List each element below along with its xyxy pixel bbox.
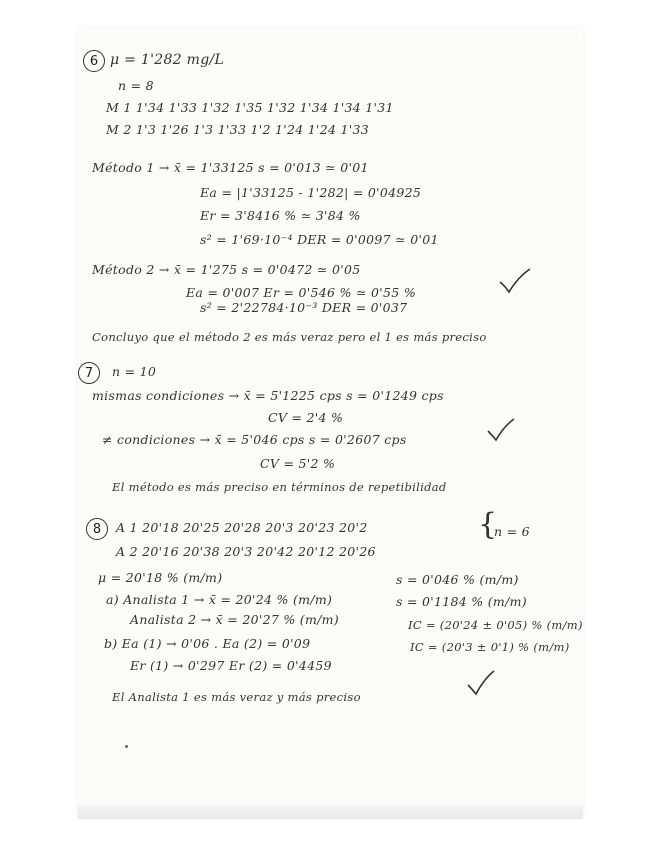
brace-symbol: { bbox=[478, 507, 498, 542]
same-conditions-result: mismas condiciones → x̄ = 5'1225 cps s = 0'1249 cps bbox=[92, 388, 444, 403]
sample-size-line-7: n = 10 bbox=[112, 364, 157, 379]
method-1-data-row: M 1 1'34 1'33 1'32 1'35 1'32 1'34 1'34 1'31 bbox=[106, 100, 394, 115]
analyst-2-mean: Analista 2 → x̄ = 20'27 % (m/m) bbox=[130, 612, 339, 627]
sample-size-line: n = 8 bbox=[118, 78, 154, 93]
problem-number-7: 7 bbox=[78, 362, 100, 384]
conclusion-8: El Analista 1 es más veraz y más preciso bbox=[112, 690, 361, 704]
analyst-1-std: s = 0'046 % (m/m) bbox=[396, 572, 519, 587]
analyst-1-ci: IC = (20'24 ± 0'05) % (m/m) bbox=[408, 618, 583, 632]
analyst-2-ci: IC = (20'3 ± 0'1) % (m/m) bbox=[410, 640, 570, 654]
conclusion-6: Concluyo que el método 2 es más veraz pero el 1 es más preciso bbox=[92, 330, 487, 344]
method-1-abs-error: Ea = |1'33125 - 1'282| = 0'04925 bbox=[200, 185, 422, 200]
relative-errors: Er (1) → 0'297 Er (2) = 0'4459 bbox=[130, 658, 332, 673]
problem-number-8: 8 bbox=[86, 518, 108, 540]
cv-same-conditions: CV = 2'4 % bbox=[268, 410, 344, 425]
method-2-variance: s² = 2'22784·10⁻³ DER = 0'037 bbox=[200, 300, 408, 315]
analyst-2-std: s = 0'1184 % (m/m) bbox=[396, 594, 527, 609]
method-2-data-row: M 2 1'3 1'26 1'3 1'33 1'2 1'24 1'24 1'33 bbox=[106, 122, 370, 137]
method-1-variance: s² = 1'69·10⁻⁴ DER = 0'0097 ≃ 0'01 bbox=[200, 232, 439, 247]
sample-size-8: n = 6 bbox=[494, 524, 530, 539]
analyst-1-mean: a) Analista 1 → x̄ = 20'24 % (m/m) bbox=[106, 592, 333, 607]
problem-number-6: 6 bbox=[83, 50, 105, 72]
method-1-rel-error: Er = 3'8416 % ≃ 3'84 % bbox=[200, 208, 361, 223]
different-conditions-result: ≠ condiciones → x̄ = 5'046 cps s = 0'2607 cps bbox=[102, 432, 407, 447]
checkmark-icon bbox=[486, 418, 516, 442]
method-1-result: Método 1 → x̄ = 1'33125 s = 0'013 ≃ 0'01 bbox=[92, 160, 369, 175]
method-2-result: Método 2 → x̄ = 1'275 s = 0'0472 ≃ 0'05 bbox=[92, 262, 361, 277]
checkmark-icon bbox=[466, 670, 496, 696]
analyst-1-data-row: A 1 20'18 20'25 20'28 20'3 20'23 20'2 bbox=[116, 520, 368, 535]
true-value-line: μ = 20'18 % (m/m) bbox=[98, 570, 223, 585]
method-2-errors: Ea = 0'007 Er = 0'546 % ≃ 0'55 % bbox=[186, 285, 417, 300]
absolute-errors: b) Ea (1) → 0'06 . Ea (2) = 0'09 bbox=[104, 636, 311, 651]
checkmark-icon bbox=[498, 268, 532, 294]
cv-different-conditions: CV = 5'2 % bbox=[260, 456, 336, 471]
paper-bottom-edge bbox=[78, 805, 583, 819]
analyst-2-data-row: A 2 20'16 20'38 20'3 20'42 20'12 20'26 bbox=[116, 544, 376, 559]
ink-dot bbox=[125, 745, 128, 748]
conclusion-7: El método es más preciso en términos de repetibilidad bbox=[112, 480, 447, 494]
mean-value-line: μ = 1'282 mg/L bbox=[110, 52, 225, 68]
